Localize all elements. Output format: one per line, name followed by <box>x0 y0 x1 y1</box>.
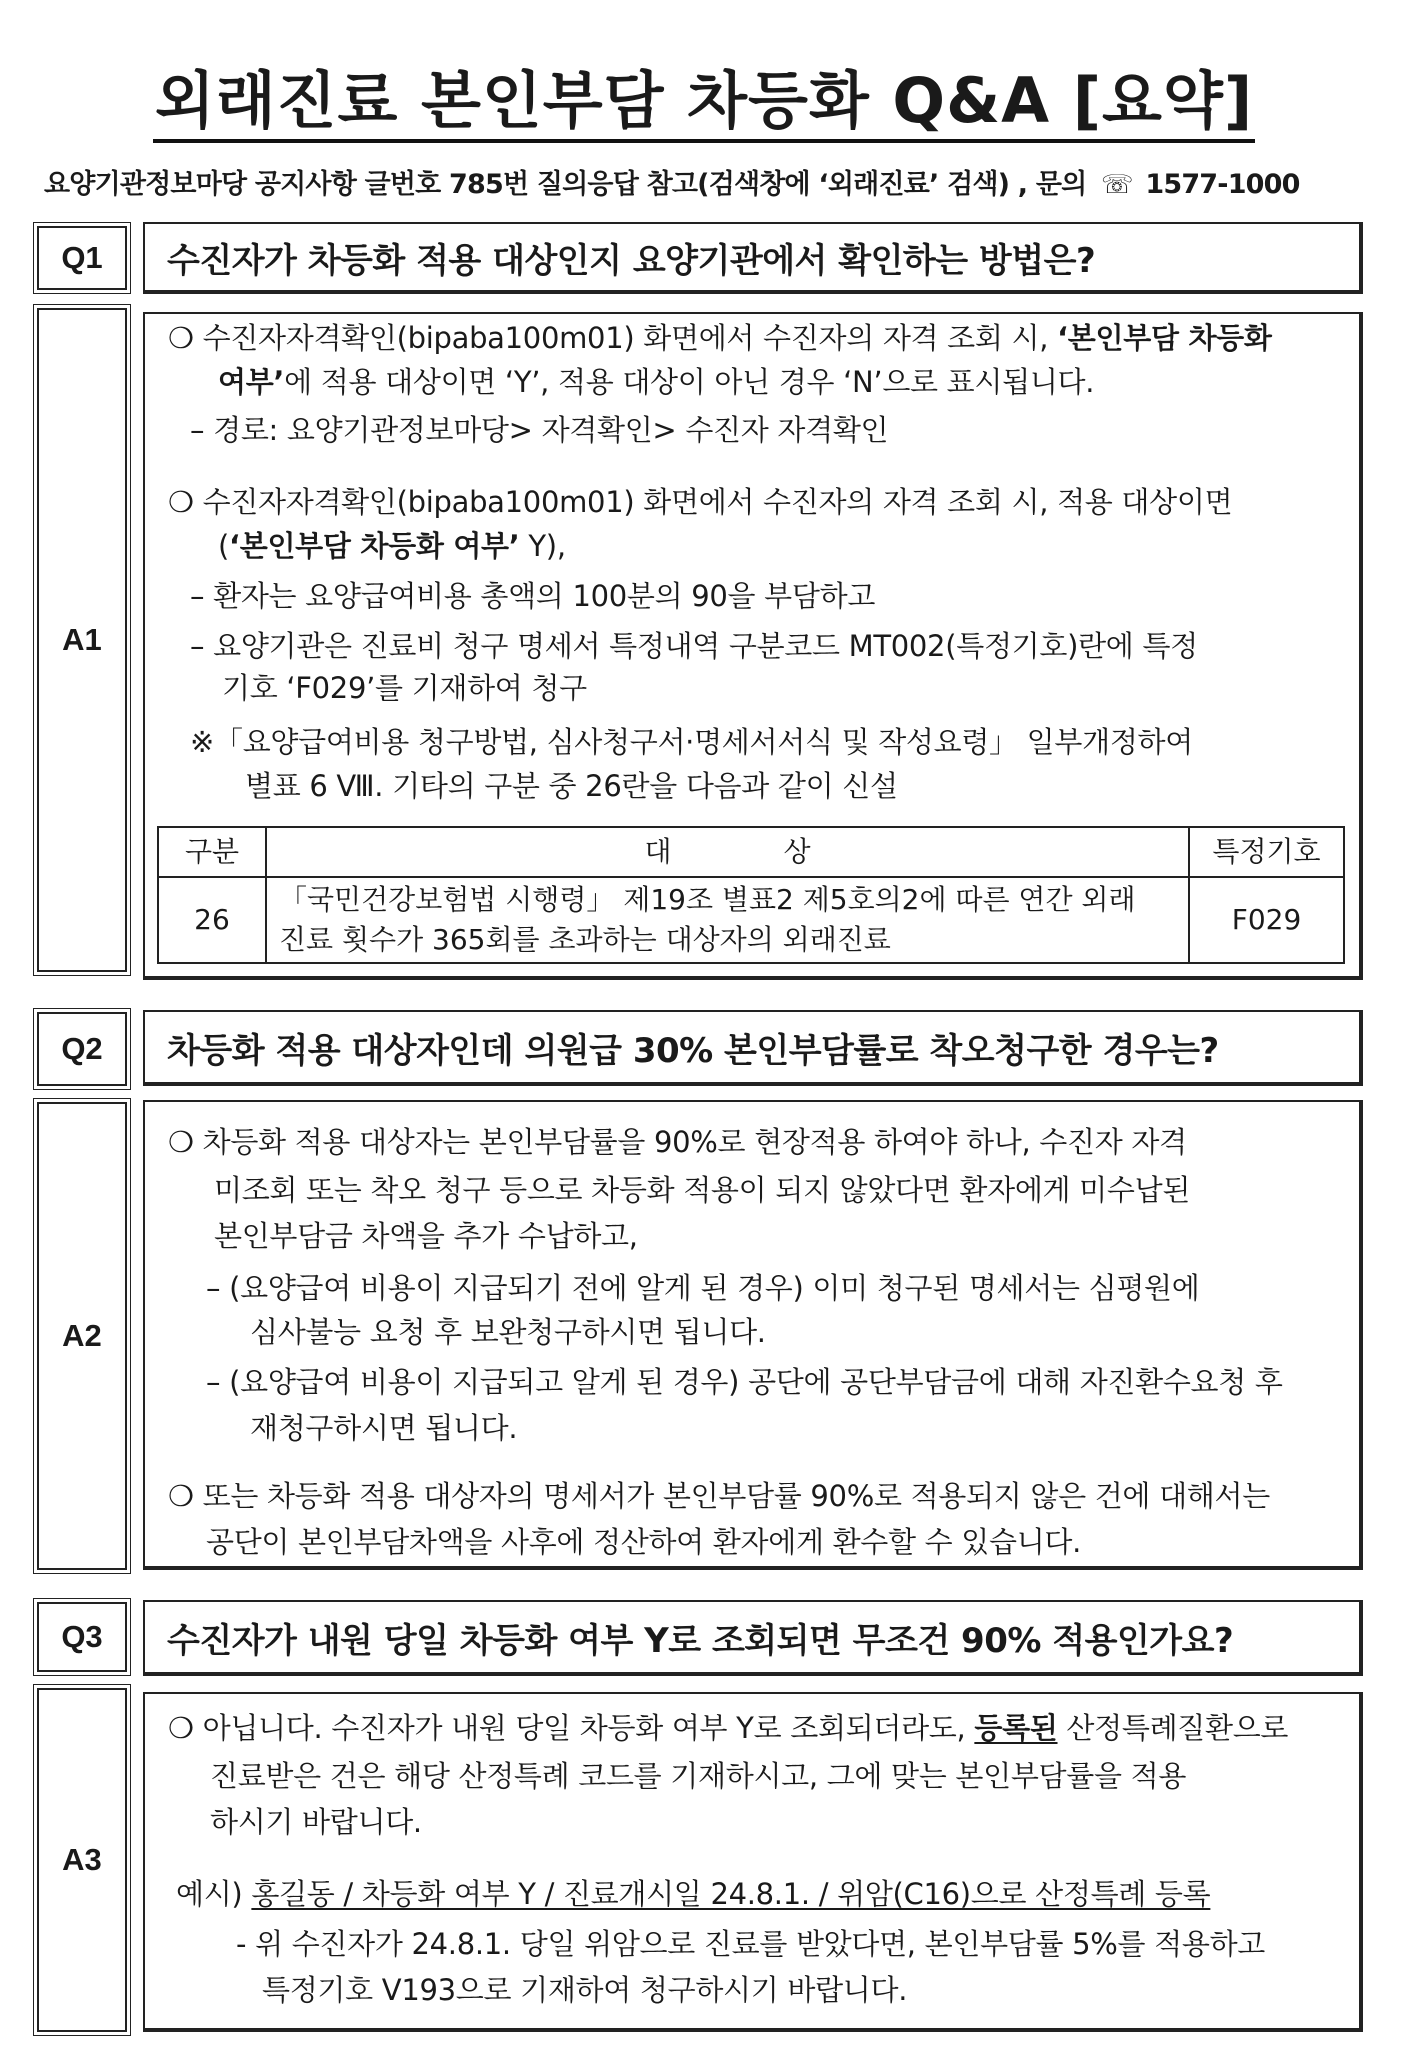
subtitle-text: 요양기관정보마당 공지사항 글번호 785번 질의응답 참고(검색창에 ‘외래진료’ 검색) , 문의 <box>44 169 1087 200</box>
q3-label-text: Q3 <box>61 1619 103 1654</box>
a1-path: – 경로: 요양기관정보마당> 자격확인> 수진자 자격확인 <box>190 413 889 447</box>
a2-dash1-line2: 심사불능 요청 후 보완청구하시면 됩니다. <box>250 1315 766 1349</box>
a3-p1-line1-rest: 산정특례질환으로 <box>1057 1711 1289 1745</box>
a1-note-line2: 별표 6 Ⅷ. 기타의 구분 중 26란을 다음과 같이 신설 <box>245 769 898 803</box>
q3-label <box>37 1602 127 1672</box>
q2-label <box>37 1012 127 1086</box>
page-title <box>0 62 1408 140</box>
a3-dash-line1: - 위 수진자가 24.8.1. 당일 위암으로 진료를 받았다면, 본인부담률 5%를 적용하고 <box>236 1927 1266 1961</box>
a2-p1-line1: ❍ 차등화 적용 대상자는 본인부담률을 90%로 현장적용 하여야 하나, 수진자 자격 <box>168 1125 1187 1159</box>
a1-dash2-line2: 기호 ‘F029’를 기재하여 청구 <box>222 671 587 705</box>
code-table-header-target: 대 상 <box>266 827 1189 877</box>
q1-label-text: Q1 <box>61 240 103 275</box>
a1-p1-line2-text: 에 적용 대상이면 ‘Y’, 적용 대상이 아닌 경우 ‘N’으로 표시됩니다. <box>284 365 1095 399</box>
q3-question-box <box>143 1600 1363 1676</box>
q2-question-box <box>143 1010 1363 1086</box>
a2-p2-line1: ❍ 또는 차등화 적용 대상자의 명세서가 본인부담률 90%로 적용되지 않은 건에 대해서는 <box>168 1479 1270 1513</box>
a3-example <box>176 1874 1210 1914</box>
code-table-cell-special: F029 <box>1189 877 1344 963</box>
code-table-header-special: 특정기호 <box>1189 827 1344 877</box>
code-table-target-line2: 진료 횟수가 365회를 초과하는 대상자의 외래진료 <box>279 923 891 956</box>
a1-p1-line1-bold: ‘본인부담 차등화 <box>1057 321 1272 355</box>
code-table-header-division: 구분 <box>158 827 266 877</box>
a3-label <box>37 1688 127 2032</box>
a2-p2-line2: 공단이 본인부담차액을 사후에 정산하여 환자에게 환수할 수 있습니다. <box>206 1525 1082 1559</box>
a2-dash2-line2: 재청구하시면 됩니다. <box>250 1411 518 1445</box>
a3-p1-line1-text: ❍ 아닙니다. 수진자가 내원 당일 차등화 여부 Y로 조회되더라도, <box>168 1711 975 1745</box>
a1-p1-line1-text: ❍ 수진자자격확인(bipaba100m01) 화면에서 수진자의 자격 조회 시, <box>168 321 1049 355</box>
code-table-header-row <box>158 827 1344 877</box>
a3-label-text: A3 <box>62 1842 102 1877</box>
a1-dash1: – 환자는 요양급여비용 총액의 100분의 90을 부담하고 <box>190 579 876 613</box>
a2-label <box>37 1102 127 1570</box>
a1-p2-rest: Y), <box>519 529 566 563</box>
a1-note-line1: ※「요양급여비용 청구방법, 심사청구서·명세서서식 및 작성요령」 일부개정하여 <box>190 725 1193 759</box>
a1-dash2-line1: – 요양기관은 진료비 청구 명세서 특정내역 구분코드 MT002(특정기호)란에 특정 <box>190 629 1198 663</box>
a1-label-text: A1 <box>62 622 102 657</box>
a3-p1-line2: 진료받은 건은 해당 산정특례 코드를 기재하시고, 그에 맞는 본인부담률을 적용 <box>210 1759 1187 1793</box>
table-row <box>158 877 1344 963</box>
q1-question-box <box>143 222 1363 294</box>
a1-p1-line1 <box>168 318 1272 358</box>
q2-label-text: Q2 <box>61 1031 103 1066</box>
q2-question: 차등화 적용 대상자인데 의원급 30% 본인부담률로 착오청구한 경우는? <box>167 1030 1219 1071</box>
code-table-cell-code: 26 <box>158 877 266 963</box>
a1-p1-line2 <box>218 362 1094 402</box>
code-table-cell-target <box>266 877 1189 963</box>
a1-label <box>37 308 127 972</box>
code-table-target-line1: 「국민건강보험법 시행령」 제19조 별표2 제5호의2에 따른 연간 외래 <box>279 883 1136 916</box>
a1-p2-line1: ❍ 수진자자격확인(bipaba100m01) 화면에서 수진자의 자격 조회 시, 적용 대상이면 <box>168 485 1233 519</box>
telephone-icon: ☏ <box>1101 170 1133 200</box>
a3-p1-line3: 하시기 바랍니다. <box>210 1805 422 1839</box>
a1-p1-line2-bold: 여부’ <box>218 365 285 399</box>
q3-question: 수진자가 내원 당일 차등화 여부 Y로 조회되면 무조건 90% 적용인가요? <box>167 1620 1234 1661</box>
a3-registered-text: 등록된 <box>974 1711 1058 1745</box>
a2-p1-line2: 미조회 또는 착오 청구 등으로 차등화 적용이 되지 않았다면 환자에게 미수납된 <box>214 1173 1191 1207</box>
subtitle <box>44 162 1374 201</box>
a3-dash-line2: 특정기호 V193으로 기재하여 청구하시기 바랍니다. <box>262 1973 908 2007</box>
a1-p2-bold: ‘본인부담 차등화 여부’ <box>229 529 520 563</box>
a3-example-text: 홍길동 / 차등화 여부 Y / 진료개시일 24.8.1. / 위암(C16)으로 산정특례 등록 <box>251 1877 1211 1911</box>
a1-p2-open: ( <box>218 529 230 563</box>
phone-number: 1577-1000 <box>1145 169 1300 200</box>
q1-question: 수진자가 차등화 적용 대상인지 요양기관에서 확인하는 방법은? <box>167 240 1096 281</box>
a1-p2-line2 <box>218 526 566 566</box>
a3-p1-line1 <box>168 1708 1288 1748</box>
a2-label-text: A2 <box>62 1318 102 1353</box>
a3-example-prefix: 예시) <box>176 1877 252 1911</box>
code-table <box>157 826 1345 964</box>
a2-dash1-line1: – (요양급여 비용이 지급되기 전에 알게 된 경우) 이미 청구된 명세서는 심평원에 <box>206 1271 1200 1305</box>
a2-p1-line3: 본인부담금 차액을 추가 수납하고, <box>214 1219 638 1253</box>
page-title-text: 외래진료 본인부담 차등화 Q&A [요약] <box>153 64 1255 143</box>
a2-dash2-line1: – (요양급여 비용이 지급되고 알게 된 경우) 공단에 공단부담금에 대해 자진환수요청 후 <box>206 1365 1283 1399</box>
q1-label <box>37 226 127 290</box>
